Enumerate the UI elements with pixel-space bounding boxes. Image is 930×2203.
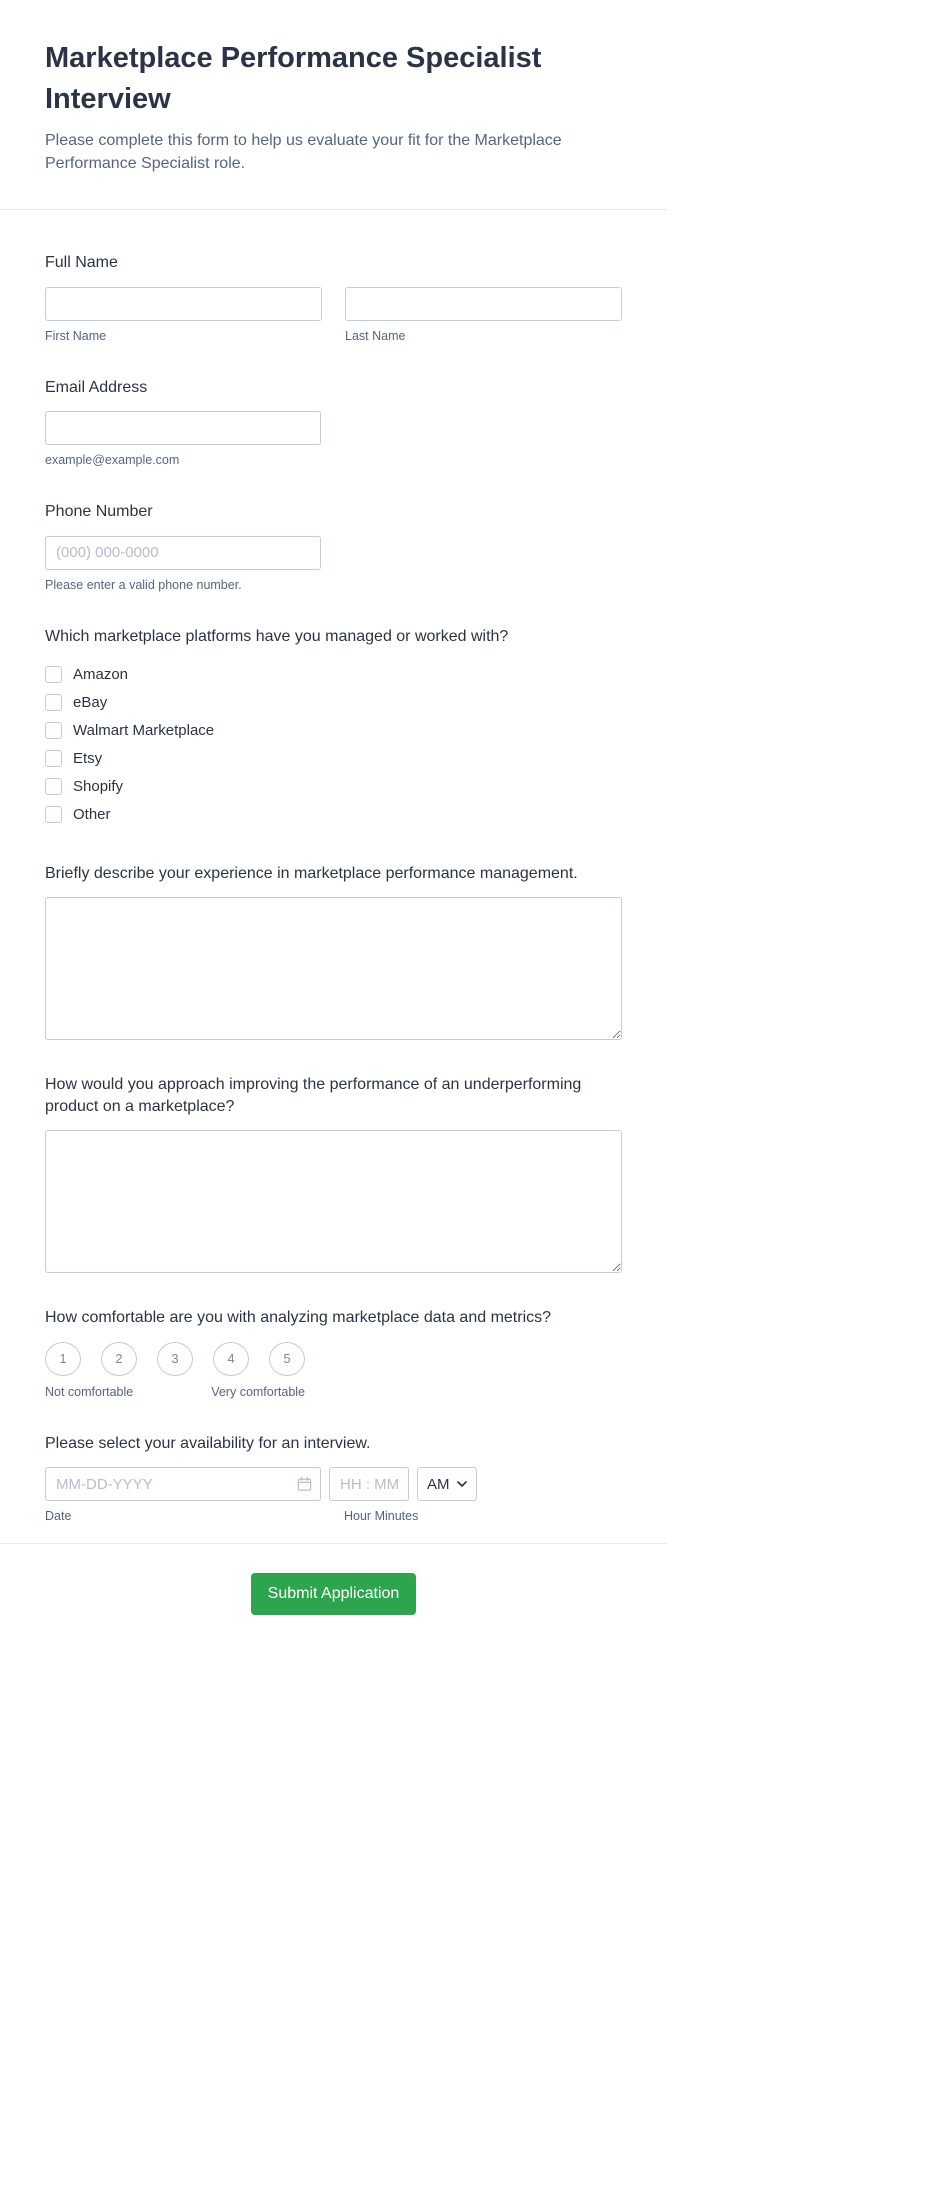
datetime-sublabels: [45, 1509, 622, 1523]
form-title: Marketplace Performance Specialist Interview: [45, 42, 542, 116]
checkbox-option-shopify[interactable]: [45, 773, 622, 801]
ampm-select[interactable]: [417, 1467, 477, 1501]
checkbox[interactable]: [45, 806, 62, 823]
approach-question-label: How would you approach improving the performance of an underperforming product on a marketplace?: [45, 1076, 582, 1115]
rating-field: [45, 1307, 622, 1399]
email-label: Email Address: [45, 378, 148, 396]
checkbox-label: Walmart Marketplace: [73, 721, 215, 739]
availability-field: [45, 1433, 622, 1524]
platforms-checkbox-group: [45, 661, 622, 829]
email-sublabel: example@example.com: [45, 453, 180, 468]
rating-option-1[interactable]: 1: [45, 1342, 81, 1376]
date-input[interactable]: [45, 1467, 321, 1501]
form-header: [0, 0, 667, 210]
email-field: [45, 377, 622, 468]
rating-option-2[interactable]: 2: [101, 1342, 137, 1376]
phone-sublabel: Please enter a valid phone number.: [45, 577, 242, 592]
last-name-input[interactable]: [345, 287, 622, 321]
rating-scale-labels: [45, 1385, 305, 1399]
full-name-field: [45, 252, 622, 343]
first-name-input[interactable]: [45, 287, 322, 321]
phone-input[interactable]: [45, 536, 321, 570]
time-sublabel: Hour Minutes: [344, 1509, 419, 1524]
checkbox-option-other[interactable]: [45, 801, 622, 829]
form-subtitle: Please complete this form to help us evaluate your fit for the Marketplace Performance Specialist role.: [45, 132, 562, 172]
ampm-value: AM: [427, 1475, 450, 1493]
chevron-down-icon: [457, 1481, 467, 1487]
checkbox[interactable]: [45, 750, 62, 767]
last-name-col: [345, 287, 622, 343]
availability-label: Please select your availability for an interview.: [45, 1434, 371, 1452]
submit-section: [0, 1543, 667, 1655]
time-input[interactable]: [329, 1467, 409, 1501]
checkbox-label: Amazon: [73, 665, 129, 683]
checkbox[interactable]: [45, 666, 62, 683]
email-input[interactable]: [45, 411, 321, 445]
checkbox[interactable]: [45, 722, 62, 739]
experience-field: [45, 863, 622, 1041]
phone-label: Phone Number: [45, 503, 153, 521]
rating-high-label: Very comfortable: [211, 1384, 305, 1399]
rating-question-label: How comfortable are you with analyzing marketplace data and metrics?: [45, 1309, 552, 1327]
checkbox-option-ebay[interactable]: [45, 689, 622, 717]
approach-field: [45, 1074, 622, 1273]
checkbox-label: Etsy: [73, 749, 103, 767]
rating-option-3[interactable]: 3: [157, 1342, 193, 1376]
last-name-sublabel: Last Name: [345, 328, 406, 343]
platforms-field: [45, 626, 622, 829]
checkbox-label: eBay: [73, 693, 108, 711]
checkbox-option-walmart-marketplace[interactable]: [45, 717, 622, 745]
full-name-row: [45, 287, 622, 343]
checkbox-label: Other: [73, 805, 111, 823]
datetime-row: [45, 1467, 622, 1501]
first-name-sublabel: First Name: [45, 328, 107, 343]
first-name-col: [45, 287, 322, 343]
rating-option-4[interactable]: 4: [213, 1342, 249, 1376]
calendar-icon[interactable]: [297, 1477, 312, 1492]
form-body: [0, 210, 667, 1523]
checkbox[interactable]: [45, 778, 62, 795]
rating-low-label: Not comfortable: [45, 1384, 134, 1399]
full-name-label: Full Name: [45, 254, 118, 272]
checkbox[interactable]: [45, 694, 62, 711]
date-sublabel: Date: [45, 1509, 72, 1524]
experience-question-label: Briefly describe your experience in marketplace performance management.: [45, 864, 578, 882]
phone-field: [45, 501, 622, 592]
rating-option-5[interactable]: 5: [269, 1342, 305, 1376]
approach-textarea[interactable]: [45, 1130, 622, 1273]
platforms-question-label: Which marketplace platforms have you managed or worked with?: [45, 627, 509, 645]
checkbox-option-amazon[interactable]: [45, 661, 622, 689]
experience-textarea[interactable]: [45, 897, 622, 1040]
date-wrap: [45, 1467, 321, 1501]
rating-scale: [45, 1342, 622, 1376]
checkbox-label: Shopify: [73, 777, 124, 795]
checkbox-option-etsy[interactable]: [45, 745, 622, 773]
submit-button[interactable]: Submit Application: [251, 1573, 417, 1615]
